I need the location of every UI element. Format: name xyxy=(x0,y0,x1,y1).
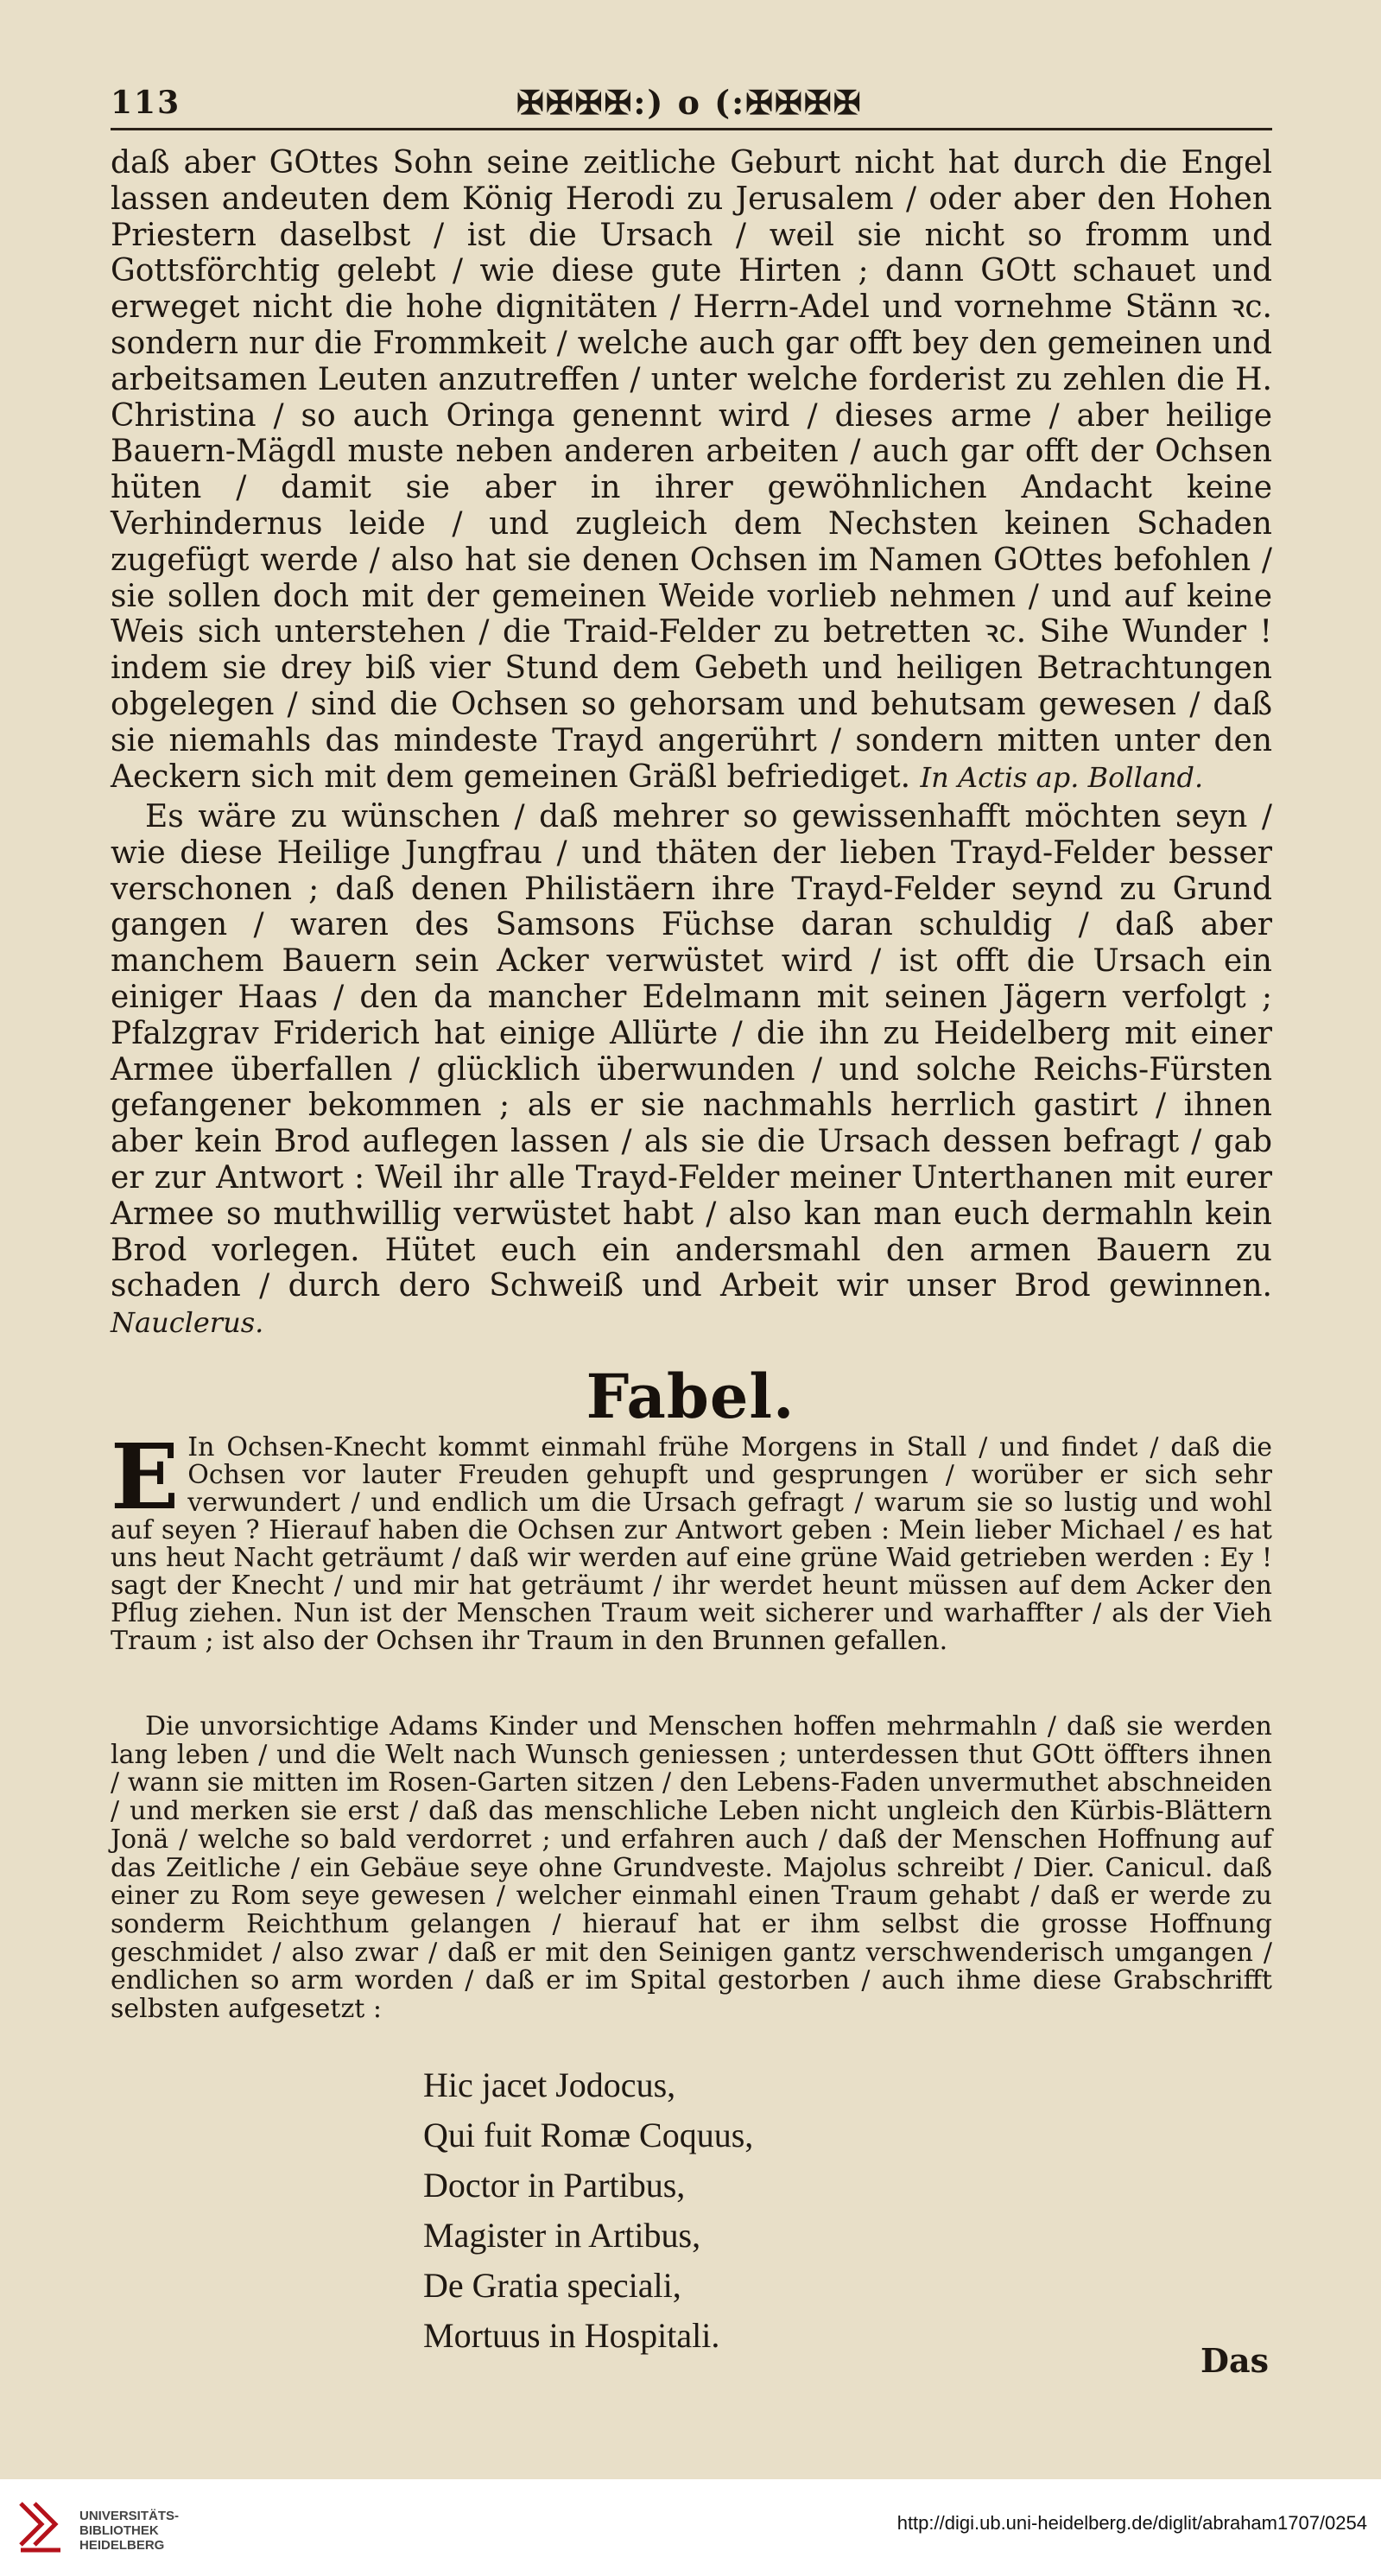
paragraph-text: In Ochsen-Knecht kommt einmahl frühe Morgens in Stall / und findet / daß die Ochsen vor lauter Freuden gehupft und gesprungen / worüber er sich sehr verwundert / und endlich um die Ursach gefragt / warum sie so lustig und wohl auf seyen ? Hierauf haben die Ochsen zur Antwort geben : Mein lieber Michael / es hat uns heut Nacht geträumt / daß wir werden auf eine grüne Waid getrieben werden : Ey ! sagt der Knecht / und mir hat geträumt / ihr werdet heunt müssen auf dem Acker den Pflug ziehen. Nun ist der Menschen Traum weit sicherer und warhaffter / als der Vieh Traum ; ist also der Ochsen ihr Traum in den Brunnen gefallen. xyxy=(111,1432,1272,1656)
source-citation: In Actis ap. Bolland. xyxy=(920,760,1204,794)
fable-heading: Fabel. xyxy=(586,1361,795,1432)
body-paragraph xyxy=(111,145,1272,796)
main-text-block-2 xyxy=(111,799,1272,1342)
header-rule xyxy=(111,128,1272,130)
university-library-logo-icon[interactable] xyxy=(16,2498,66,2555)
library-name-line: UNIVERSITÄTS- xyxy=(79,2509,180,2523)
epitaph-line: Qui fuit Romæ Coquus, xyxy=(423,2116,754,2154)
header-ornament: ✠✠✠✠:) o (:✠✠✠✠ xyxy=(516,83,863,122)
paragraph-text: daß aber GOttes Sohn seine zeitliche Geburt nicht hat durch die Engel lassen andeuten dem König Herodi zu Jerusalem / oder aber den Hohen Priestern daselbst / ist die Ursach / weil sie nicht so fromm und Gottsförchtig gelebt / wie diese gute Hirten ; dann GOtt schauet und erweget nicht die hohe dignitäten / Herrn-Adel und vornehme Stänn ꝛc. sondern nur die Frommkeit / welche auch gar offt bey den gemeinen und arbeitsamen Leuten anzutreffen / unter welche forderist zu zehlen die H. Christina / so auch Oringa genennt wird / dieses arme / aber heilige Bauern-Mägdl muste neben anderen arbeiten / auch gar offt der Ochsen hüten / damit sie aber in ihrer gewöhnlichen Andacht keine Verhindernus leide / und zugleich dem Nechsten keinen Schaden zugefügt werde / also hat sie denen Ochsen im Namen GOttes befohlen / sie sollen doch mit der gemeinen Weide vorlieb nehmen / und auf keine Weis sich unterstehen / die Traid-Felder zu betretten ꝛc. Sihe Wunder ! indem sie drey biß vier Stund dem Gebeth und heiligen Betrachtungen obgelegen / sind die Ochsen so gehorsam und behutsam gewesen / daß sie niemahls das mindeste Trayd angerührt / sondern mitten unter den Aeckern sich mit dem gemeinen Gräßl befriediget. xyxy=(111,145,1272,795)
page-number: 113 xyxy=(111,85,181,121)
epitaph-line: De Gratia speciali, xyxy=(423,2266,681,2305)
source-citation: Nauclerus. xyxy=(111,1306,264,1340)
drop-cap-initial: E xyxy=(111,1424,180,1530)
fable-text-block xyxy=(111,1424,1272,1656)
main-text-block-1 xyxy=(111,145,1272,796)
library-name xyxy=(79,2509,179,2553)
epitaph-line: Doctor in Partibus, xyxy=(423,2166,686,2205)
viewer-footer xyxy=(0,2479,1381,2576)
paragraph-text: Die unvorsichtige Adams Kinder und Menschen hoffen mehrmahln / daß sie werden lang leben / und die Welt nach Wunsch geniessen ; unterdessen thut GOtt öffters ihnen / wann sie mitten im Rosen-Garten sitzen / den Lebens-Faden unvermuthet abschneiden / und merken sie erst / daß das menschliche Leben nicht ungleich den Kürbis-Blättern Jonä / welche so bald verdorret ; und erfahren auch / daß der Menschen Hoffnung auf das Zeitliche / ein Gebäue seye ohne Grundveste. Majolus schreibt / Dier. Canicul. daß einer zu Rom seye gewesen / welcher einmahl einen Traum gehabt / daß er werde zu sonderm Reichthum gelangen / hierauf hat er ihm selbst die grosse Hoffnung geschmidet / also zwar / daß er mit den Seinigen gantz verschwenderisch umgangen / endlichen so arm worden / daß er im Spital gestorben / auch ihme diese Grabschrifft selbsten aufgesetzt : xyxy=(111,1711,1272,2025)
fable-paragraph xyxy=(111,1424,1272,1656)
epitaph-line: Hic jacet Jodocus, xyxy=(423,2065,676,2104)
moral-paragraph xyxy=(111,1713,1272,2024)
paragraph-text: Es wäre zu wünschen / daß mehrer so gewissenhafft möchten seyn / wie diese Heilige Jungfrau / und thäten der lieben Trayd-Felder besser verschonen ; daß denen Philistäern ihre Trayd-Felder seynd zu Grund gangen / waren des Samsons Füchse daran schuldig / daß aber manchem Bauern sein Acker verwüstet wird / ist offt die Ursach ein einiger Haas / den da mancher Edelmann mit seinen Jägern verfolgt ; Pfalzgrav Friderich hat einige Allürte / die ihn zu Heidelberg mit einer Armee überfallen / glücklich überwunden / und solche Reichs-Fürsten gefangener bekommen ; als er sie nachmahls herrlich gastirt / ihnen aber kein Brod auflegen lassen / als sie die Ursach dessen befragt / gab er zur Antwort : Weil ihr alle Trayd-Felder meiner Unterthanen mit eurer Armee so muthwillig verwüstet habt / also kan man euch dermahln kein Brod vorlegen. Hütet euch ein andersmahl den armen Bauern zu schaden / durch dero Schweiß und Arbeit wir unser Brod gewinnen. xyxy=(111,799,1272,1304)
moral-text-block xyxy=(111,1713,1272,2024)
epitaph-line: Mortuus in Hospitali. xyxy=(423,2316,720,2355)
library-name-line: BIBLIOTHEK xyxy=(79,2523,159,2538)
catchword: Das xyxy=(1200,2341,1269,2380)
epitaph-verse xyxy=(423,2060,753,2361)
library-name-line: HEIDELBERG xyxy=(79,2538,165,2553)
epitaph-line: Magister in Artibus, xyxy=(423,2216,701,2255)
permalink-url[interactable]: http://digi.ub.uni-heidelberg.de/diglit/abraham1707/0254 xyxy=(896,2512,1367,2534)
body-paragraph xyxy=(111,799,1272,1342)
page-header xyxy=(111,83,1270,121)
